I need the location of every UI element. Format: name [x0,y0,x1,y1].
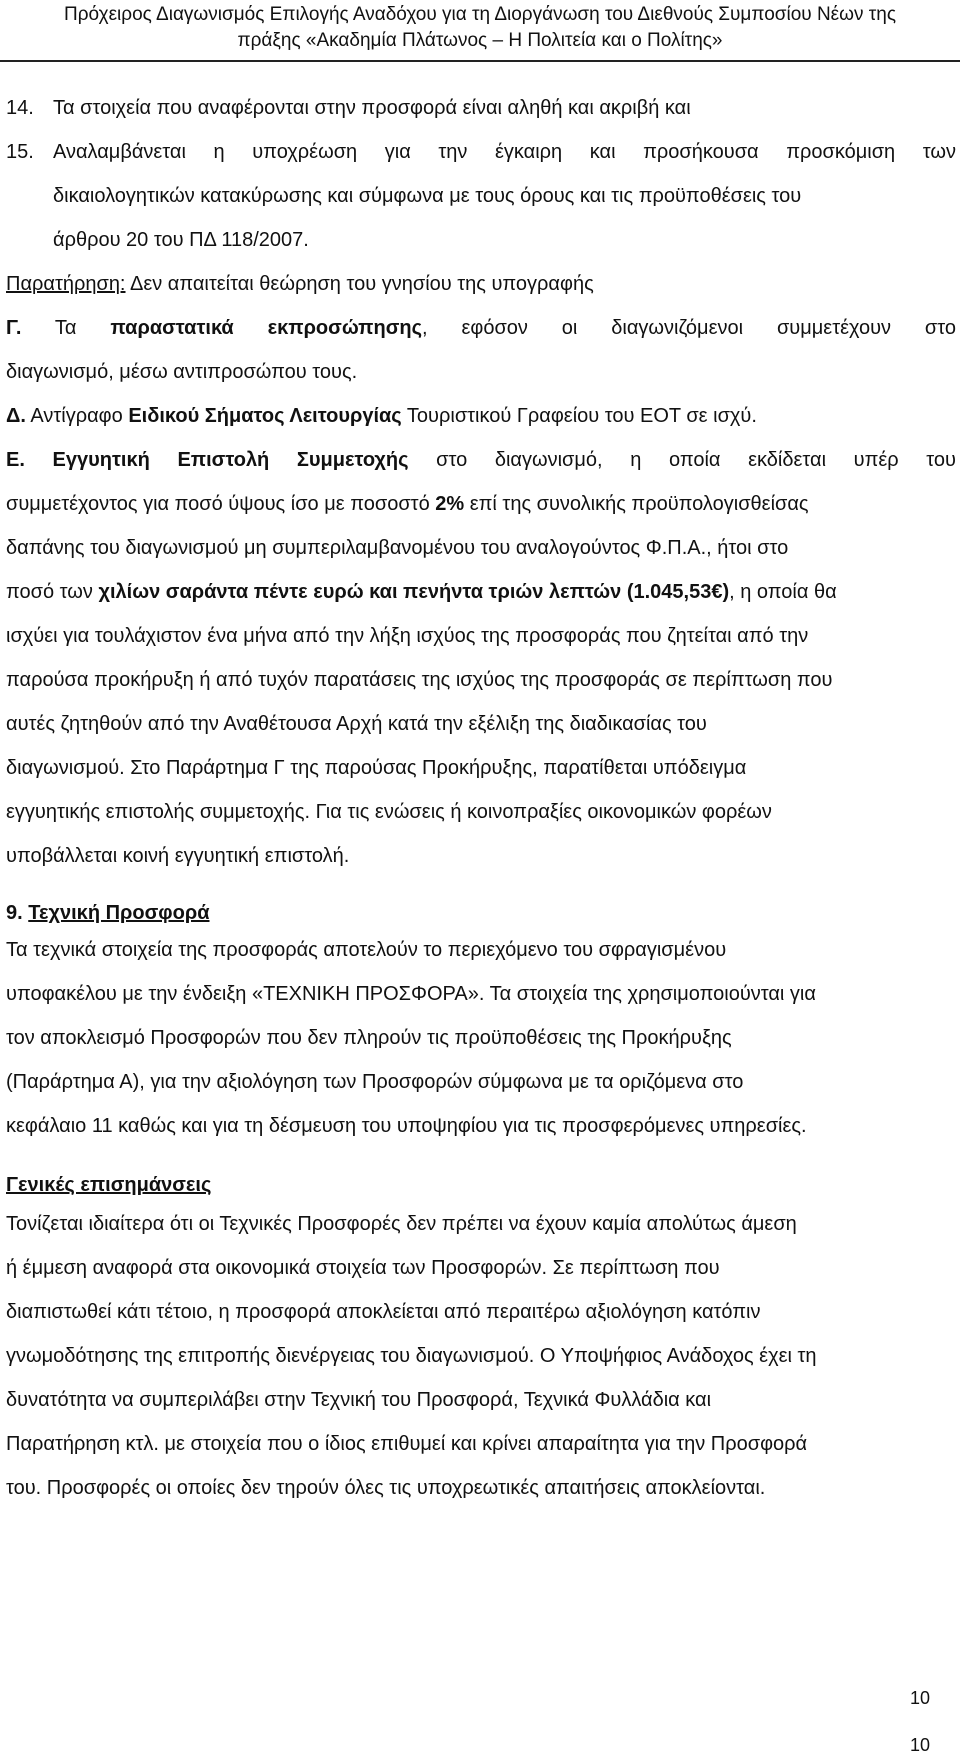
section-9-title [6,898,956,928]
section-9-line-3: τον αποκλεισμό Προσφορών που δεν πληρούν τις προϋποθέσεις της Προκήρυξης [6,1027,732,1049]
header-divider [0,60,960,62]
section-e-line-2 [6,482,956,526]
section-e-text: , η οποία θα [729,581,837,603]
section-9-line-1: Τα τεχνικά στοιχεία της προσφοράς αποτελούν το περιεχόμενο του σφραγισμένου [6,939,727,961]
section-e-text: συμμετέχοντος για ποσό ύψους ίσο με ποσοστό [6,493,436,515]
section-e-bold: Εγγυητική Επιστολή Συμμετοχής [24,449,409,471]
amount-value: χιλίων σαράντα πέντε ευρώ και πενήντα τριών λεπτών (1.045,53€) [98,581,730,603]
section-e-line-3: δαπάνης του διαγωνισμού μη συμπεριλαμβανομένου του αναλογούντος Φ.Π.Α., ήτοι στο [6,537,789,559]
general-line-2: ή έμμεση αναφορά στα οικονομικά στοιχεία των Προσφορών. Σε περίπτωση που [6,1257,720,1279]
section-e-line-7: αυτές ζητηθούν από την Αναθέτουσα Αρχή κατά την εξέλιξη της διαδικασίας του [6,713,707,735]
section-9-number: 9. [6,902,29,924]
note-text: Δεν απαιτείται θεώρηση του γνησίου της υπογραφής [125,273,594,295]
section-e-text: στο διαγωνισμό, η οποία εκδίδεται υπέρ του [408,449,956,471]
note-label: Παρατήρηση: [6,273,126,295]
section-e-line-9: εγγυητικής επιστολής συμμετοχής. Για τις ενώσεις ή κοινοπραξίες οικονομικών φορέων [6,801,772,823]
item-15-line-1 [6,130,956,174]
item-text: Αναλαμβάνεται η υποχρέωση για την έγκαιρη και προσήκουσα προσκόμιση των [53,141,956,163]
header-line-2: πράξης «Ακαδημία Πλάτωνος – Η Πολιτεία και ο Πολίτης» [237,30,723,51]
page-number-footer: 10 [909,1735,930,1755]
section-9-line-4: (Παράρτημα Α), για την αξιολόγηση των Προσφορών σύμφωνα με τα οριζόμενα στο [6,1071,744,1093]
spacer [6,1148,956,1168]
general-line-5: δυνατότητα να συμπεριλάβει στην Τεχνική του Προσφορά, Τεχνικά Φυλλάδια και [6,1389,712,1411]
section-d-bold: Ειδικού Σήματος Λειτουργίας [128,405,402,427]
section-e-letter: Ε. [6,449,25,471]
item-number: 15. [6,141,34,163]
section-e-line-6: παρούσα προκήρυξη ή από τυχόν παρατάσεις της ισχύος της προσφοράς σε περίπτωση που [6,669,833,691]
section-d [6,394,956,438]
item-text: Τα στοιχεία που αναφέρονται στην προσφορά είναι αληθή και ακριβή και [53,97,691,119]
section-e-text: ποσό των [6,581,99,603]
section-d-text-2: Τουριστικού Γραφείου του ΕΟΤ σε ισχύ. [401,405,757,427]
percent-value: 2% [435,493,465,515]
section-g-text: Τα [21,317,111,339]
section-d-letter: Δ. [6,405,26,427]
section-e-line-1 [6,438,956,482]
section-g-text-2: , εφόσον οι διαγωνιζόμενοι συμμετέχουν στο [422,317,956,339]
section-9-line-5: κεφάλαιο 11 καθώς και για τη δέσμευση του υποψηφίου για τις προσφερόμενες υπηρεσίες. [6,1115,807,1137]
general-title [6,1168,956,1202]
section-g-line-1 [6,306,956,350]
general-line-6: Παρατήρηση κτλ. με στοιχεία που ο ίδιος επιθυμεί και κρίνει απαραίτητα για την Προσφορά [6,1433,808,1455]
general-line-4: γνωμοδότησης της επιτροπής διενέργειας του διαγωνισμού. Ο Υποψήφιος Ανάδοχος έχει τη [6,1345,817,1367]
page-header [0,0,960,54]
section-e-line-5: ισχύει για τουλάχιστον ένα μήνα από την λήξη ισχύος της προσφοράς που ζητείται από την [6,625,809,647]
general-line-7: του. Προσφορές οι οποίες δεν τηρούν όλες τις υποχρεωτικές απαιτήσεις αποκλείονται. [6,1477,766,1499]
section-e-line-4 [6,570,956,614]
item-15-line-2: δικαιολογητικών κατακύρωσης και σύμφωνα με τους όρους και τις προϋποθέσεις του [53,185,802,207]
item-15-line-3: άρθρου 20 του ΠΔ 118/2007. [53,229,309,251]
section-d-text: Αντίγραφο [25,405,129,427]
general-line-1: Τονίζεται ιδιαίτερα ότι οι Τεχνικές Προσφορές δεν πρέπει να έχουν καμία απολύτως άμεση [6,1213,797,1235]
section-9-heading: Τεχνική Προσφορά [28,902,210,924]
section-e-line-8: διαγωνισμού. Στο Παράρτημα Γ της παρούσας Προκήρυξης, παρατίθεται υπόδειγμα [6,757,747,779]
spacer [6,878,956,898]
section-9-line-2: υποφακέλου με την ένδειξη «ΤΕΧΝΙΚΗ ΠΡΟΣΦΟΡΑ». Τα στοιχεία της χρησιμοποιούνται για [6,983,816,1005]
item-14 [6,86,956,130]
section-e-text: επί της συνολικής προϋπολογισθείσας [464,493,809,515]
document-body [6,86,956,1510]
general-line-3: διαπιστωθεί κάτι τέτοιο, η προσφορά αποκλείεται από περαιτέρω αξιολόγηση κατόπιν [6,1301,761,1323]
page-number: 10 [909,1688,930,1708]
header-line-1: Πρόχειρος Διαγωνισμός Επιλογής Αναδόχου για τη Διοργάνωση του Διεθνούς Συμποσίου Νέων της [64,4,896,25]
section-e-line-10: υποβάλλεται κοινή εγγυητική επιστολή. [6,845,350,867]
item-number: 14. [6,97,34,119]
general-heading: Γενικές επισημάνσεις [6,1174,212,1196]
section-g-bold: παραστατικά εκπροσώπησης [110,317,422,339]
note [6,262,956,306]
section-g-letter: Γ. [6,317,22,339]
section-g-line-2: διαγωνισμό, μέσω αντιπροσώπου τους. [6,361,358,383]
